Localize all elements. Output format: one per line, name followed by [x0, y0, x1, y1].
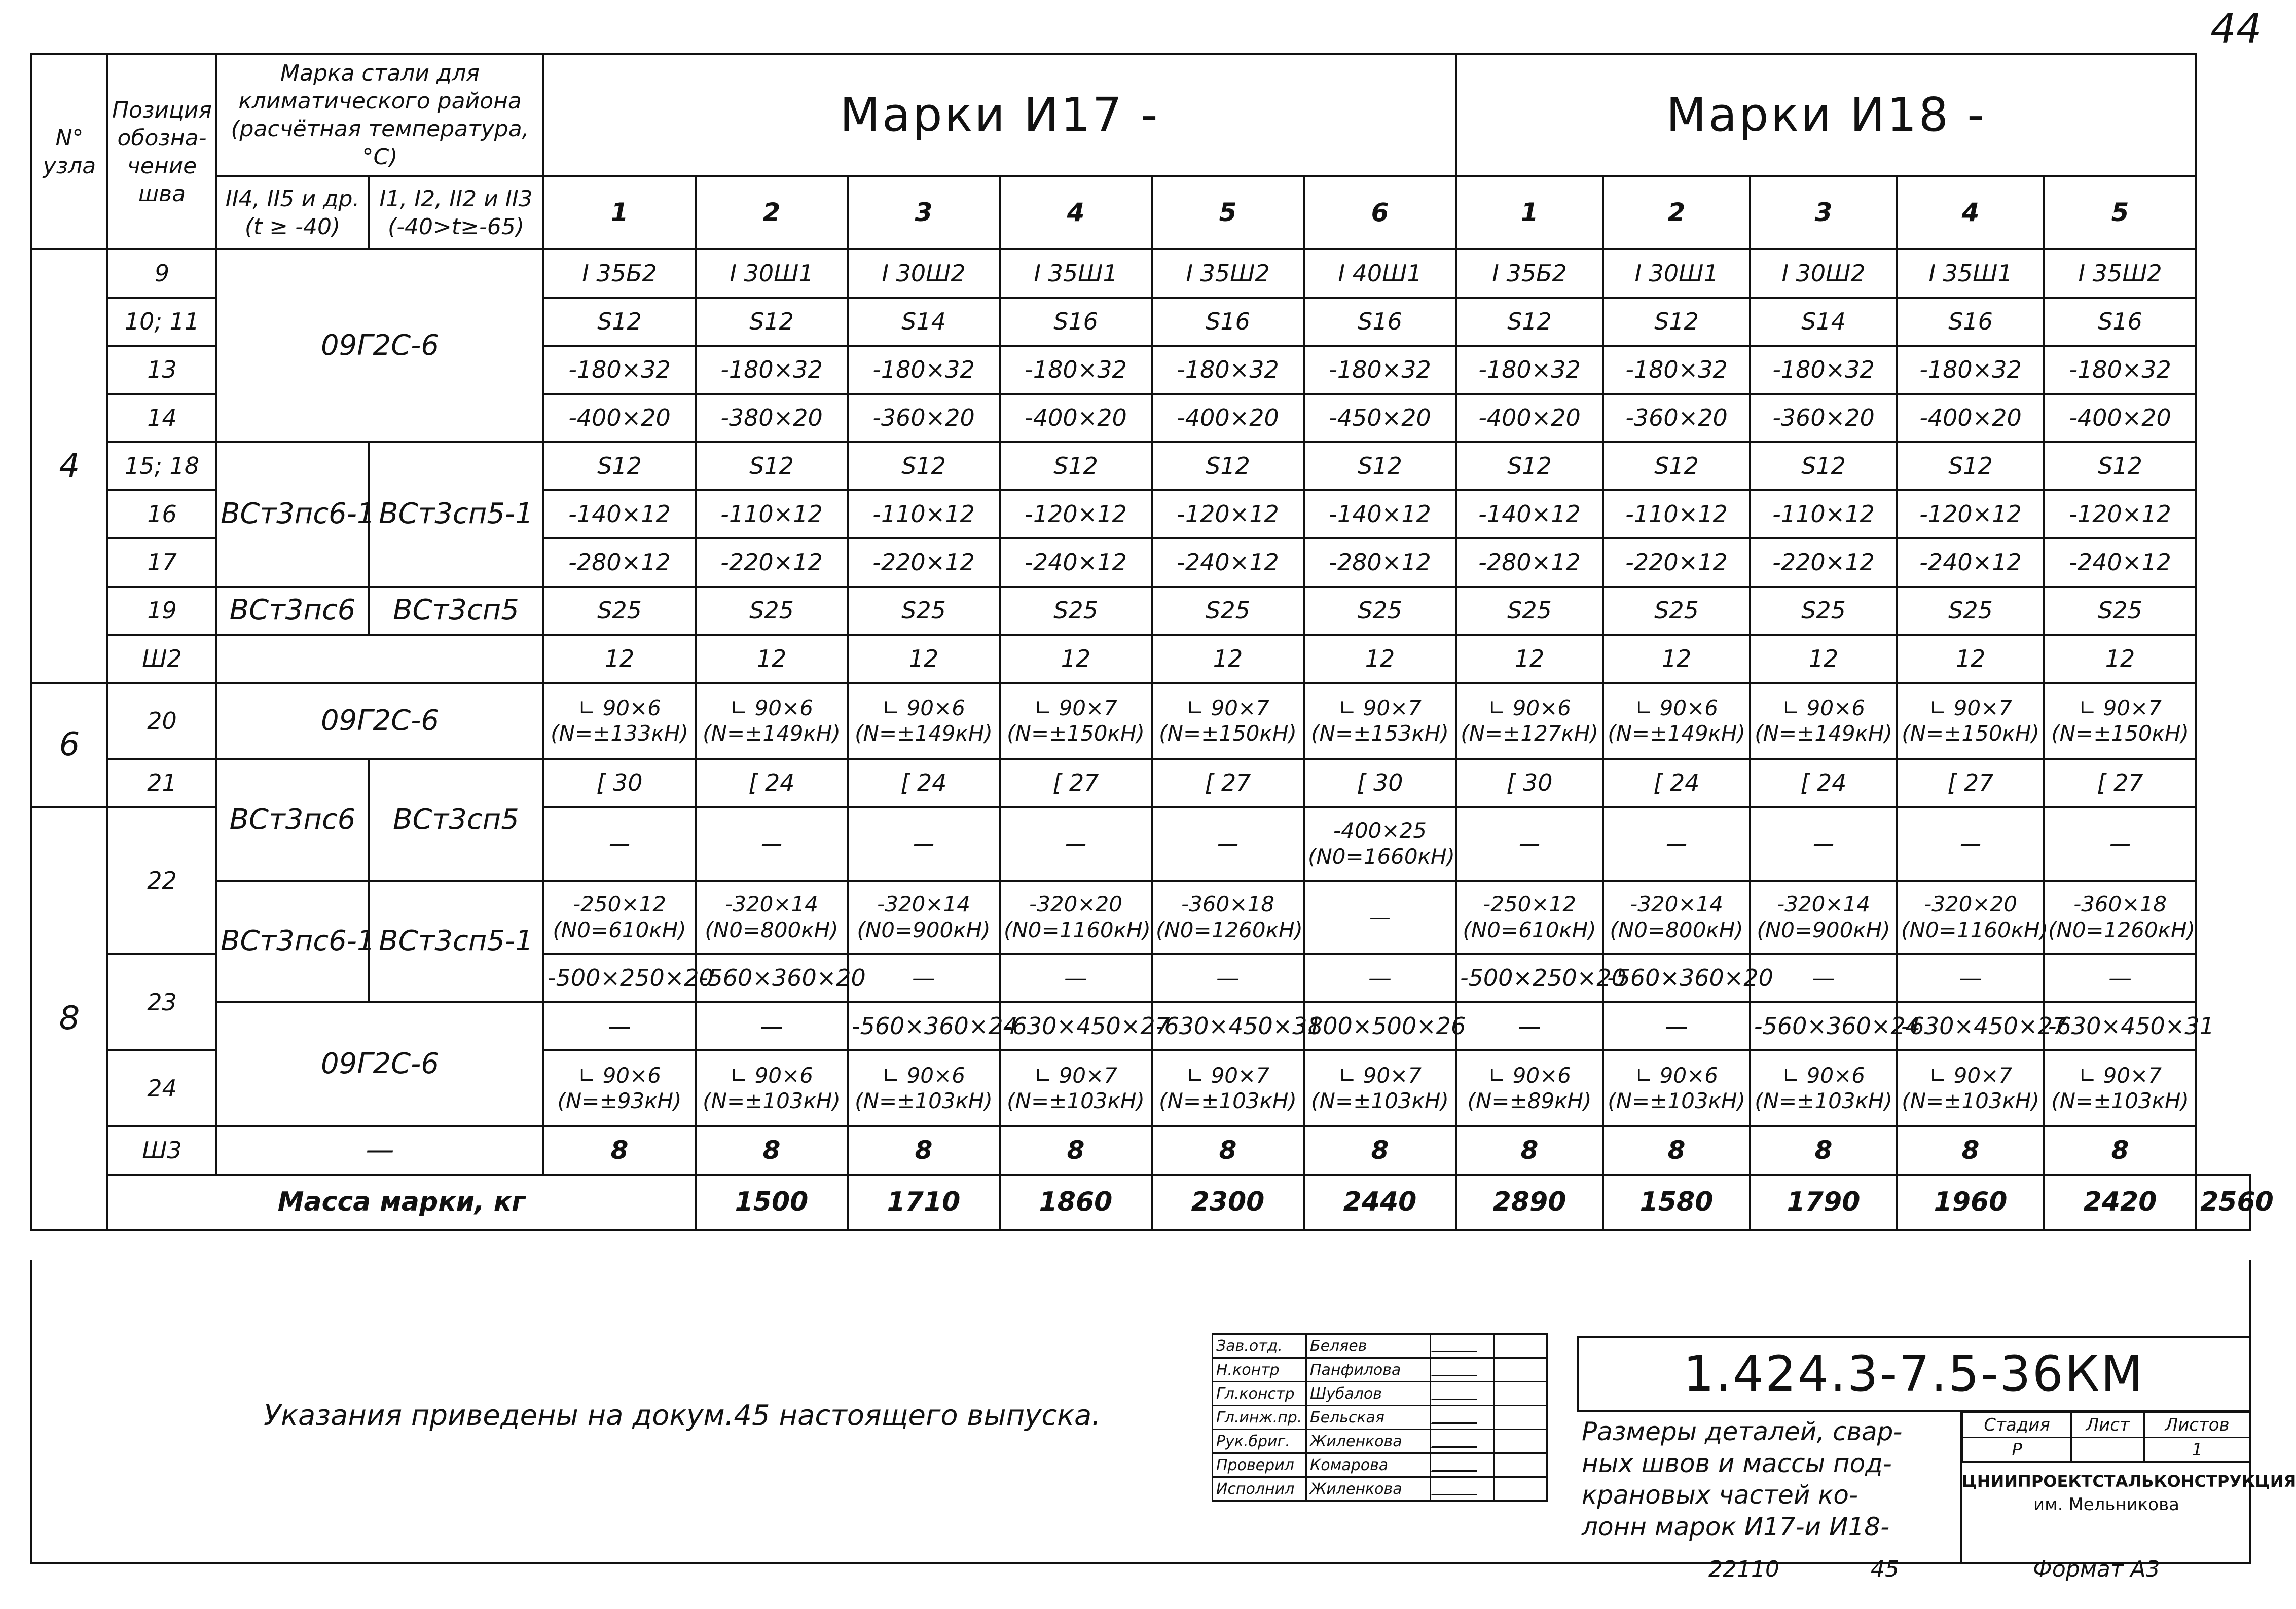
value-cell: -180×32 — [1000, 346, 1152, 394]
value-cell: — — [1000, 954, 1152, 1002]
mass-value: 2890 — [1456, 1175, 1603, 1230]
stamp-name: Панфилова — [1306, 1358, 1431, 1382]
value-cell: 8 — [543, 1126, 696, 1175]
value-cell: ∟ 90×6 (N=±103кН) — [1750, 1050, 1897, 1126]
mass-value: 2420 — [2044, 1175, 2196, 1230]
value-cell: -280×12 — [1304, 538, 1456, 587]
value-cell: S14 — [848, 298, 1000, 346]
value-cell: -560×360×24 — [1750, 1002, 1897, 1050]
value-cell: -320×14 (N0=800кН) — [696, 881, 848, 954]
value-cell: ∟ 90×7 (N=±150кН) — [1000, 683, 1152, 759]
value-cell: [ 27 — [1897, 759, 2044, 807]
table-row — [31, 683, 2250, 759]
value-cell: 12 — [848, 635, 1000, 683]
sheets-header: Листов — [2144, 1413, 2250, 1438]
col-header: 4 — [1000, 176, 1152, 249]
value-cell: [ 24 — [848, 759, 1000, 807]
value-cell: -240×12 — [1897, 538, 2044, 587]
value-cell: -120×12 — [1152, 490, 1304, 538]
mass-value: 2300 — [1152, 1175, 1304, 1230]
stamp-role: Гл.констр — [1213, 1382, 1306, 1406]
value-cell: -630×450×27 — [1000, 1002, 1152, 1050]
position-cell: 17 — [107, 538, 216, 587]
value-cell: I 30Ш1 — [696, 249, 848, 298]
value-cell: 800×500×26 — [1304, 1002, 1456, 1050]
value-cell: — — [1456, 1002, 1603, 1050]
organization-block — [1962, 1460, 2296, 1564]
steel-cell: 09Г2С-6 — [216, 249, 543, 442]
position-cell: 10; 11 — [107, 298, 216, 346]
value-cell: S12 — [1456, 298, 1603, 346]
value-cell: -320×14 (N0=900кН) — [848, 881, 1000, 954]
value-cell: 8 — [1000, 1126, 1152, 1175]
value-cell: — — [543, 807, 696, 881]
signature — [1431, 1406, 1494, 1430]
value-cell: [ 27 — [2044, 759, 2196, 807]
value-cell: ∟ 90×7 (N=±150кН) — [1152, 683, 1304, 759]
value-cell: S12 — [1603, 442, 1750, 490]
value-cell: -120×12 — [2044, 490, 2196, 538]
value-cell: S16 — [1152, 298, 1304, 346]
value-cell: -400×20 — [2044, 394, 2196, 442]
value-cell: -360×18 (N0=1260кН) — [2044, 881, 2196, 954]
value-cell: [ 27 — [1000, 759, 1152, 807]
steel-a-cell: ВСт3пс6 — [216, 759, 369, 881]
value-cell: 8 — [1750, 1126, 1897, 1175]
stamp-role: Зав.отд. — [1213, 1334, 1306, 1358]
value-cell: -560×360×20 — [696, 954, 848, 1002]
col-header: 2 — [1603, 176, 1750, 249]
value-cell: -250×12 (N0=610кН) — [1456, 881, 1603, 954]
value-cell: [ 24 — [1603, 759, 1750, 807]
value-cell: — — [1456, 807, 1603, 881]
node-cell: 8 — [31, 807, 107, 1230]
steel-b-cell: ВСт3сп5 — [369, 587, 543, 635]
stamp-name: Шубалов — [1306, 1382, 1431, 1406]
value-cell: I 30Ш2 — [1750, 249, 1897, 298]
signature — [1431, 1477, 1494, 1501]
value-cell: -180×32 — [543, 346, 696, 394]
value-cell: -400×25 (N0=1660кН) — [1304, 807, 1456, 881]
stage-header: Стадия — [1963, 1413, 2071, 1438]
col-header: 3 — [1750, 176, 1897, 249]
value-cell: — — [1897, 954, 2044, 1002]
table-row — [31, 1002, 2250, 1050]
value-cell: ∟ 90×7 (N=±103кН) — [2044, 1050, 2196, 1126]
organization-name: ЦНИИПРОЕКТСТАЛЬКОНСТРУКЦИЯ — [1962, 1472, 2296, 1491]
value-cell: — — [1603, 807, 1750, 881]
position-cell: Ш3 — [107, 1126, 216, 1175]
value-cell: 8 — [1152, 1126, 1304, 1175]
value-cell: — — [1897, 807, 2044, 881]
steel-cell: 09Г2С-6 — [216, 1002, 543, 1126]
value-cell: -220×12 — [696, 538, 848, 587]
value-cell: 8 — [2044, 1126, 2196, 1175]
value-cell: ∟ 90×6 (N=±103кН) — [696, 1050, 848, 1126]
col-node-header: N° узла — [31, 54, 107, 249]
value-cell: 8 — [848, 1126, 1000, 1175]
value-cell: I 35Б2 — [1456, 249, 1603, 298]
value-cell: -320×14 (N0=900кН) — [1750, 881, 1897, 954]
stamp-name: Беляев — [1306, 1334, 1431, 1358]
table-row — [31, 881, 2250, 954]
value-cell: — — [543, 1002, 696, 1050]
value-cell: [ 27 — [1152, 759, 1304, 807]
value-cell: 8 — [1456, 1126, 1603, 1175]
value-cell: ∟ 90×6 (N=±149кН) — [696, 683, 848, 759]
specification-table — [30, 53, 2274, 1231]
value-cell: S25 — [848, 587, 1000, 635]
position-cell: 13 — [107, 346, 216, 394]
mass-value: 1860 — [1000, 1175, 1152, 1230]
value-cell: ∟ 90×7 (N=±150кН) — [1897, 683, 2044, 759]
signature — [1431, 1430, 1494, 1453]
node-cell: 6 — [31, 683, 107, 807]
value-cell: -120×12 — [1000, 490, 1152, 538]
value-cell: S12 — [2044, 442, 2196, 490]
value-cell: -280×12 — [543, 538, 696, 587]
value-cell: 12 — [1304, 635, 1456, 683]
value-cell: -630×450×27 — [1897, 1002, 2044, 1050]
stamp-role: Проверил — [1213, 1453, 1306, 1477]
value-cell: I 35Ш2 — [1152, 249, 1304, 298]
value-cell: — — [696, 807, 848, 881]
steel-cell: — — [216, 1126, 543, 1175]
table-row — [31, 635, 2250, 683]
value-cell: ∟ 90×7 (N=±103кН) — [1000, 1050, 1152, 1126]
value-cell: — — [1000, 807, 1152, 881]
value-cell: -360×20 — [848, 394, 1000, 442]
value-cell: 12 — [1897, 635, 2044, 683]
stamp-name: Бельская — [1306, 1406, 1431, 1430]
value-cell: — — [2044, 954, 2196, 1002]
value-cell: S25 — [1456, 587, 1603, 635]
group-i18-header: Марки И18 - — [1456, 54, 2196, 176]
value-cell: -110×12 — [848, 490, 1000, 538]
value-cell: -180×32 — [1897, 346, 2044, 394]
steel-a-cell: ВСт3пс6 — [216, 587, 369, 635]
table-row — [31, 442, 2250, 490]
value-cell: S12 — [543, 442, 696, 490]
value-cell: ∟ 90×6 (N=±133кН) — [543, 683, 696, 759]
value-cell: S12 — [1897, 442, 2044, 490]
value-cell: -400×20 — [1456, 394, 1603, 442]
value-cell: S25 — [1152, 587, 1304, 635]
steel-a-cell: ВСт3пс6-1 — [216, 442, 369, 587]
steel-a-cell: ВСт3пс6-1 — [216, 881, 369, 1002]
value-cell: I 30Ш1 — [1603, 249, 1750, 298]
steel-b-cell: ВСт3сп5 — [369, 759, 543, 881]
table-row — [31, 587, 2250, 635]
stamp-role: Н.контр — [1213, 1358, 1306, 1382]
value-cell: S12 — [1750, 442, 1897, 490]
value-cell: S25 — [2044, 587, 2196, 635]
value-cell: I 30Ш2 — [848, 249, 1000, 298]
value-cell: S12 — [696, 442, 848, 490]
col-header: 2 — [696, 176, 848, 249]
value-cell: ∟ 90×6 (N=±103кН) — [848, 1050, 1000, 1126]
value-cell: S12 — [696, 298, 848, 346]
organization-subtitle: им. Мельникова — [2033, 1494, 2179, 1515]
value-cell: 12 — [1456, 635, 1603, 683]
value-cell: -450×20 — [1304, 394, 1456, 442]
value-cell: 12 — [543, 635, 696, 683]
footer-number: 22110 — [1708, 1556, 1779, 1582]
col-header: 1 — [543, 176, 696, 249]
steel-b-header: I1, I2, II2 и II3 (-40>t≥-65) — [369, 176, 543, 249]
value-cell: -400×20 — [1897, 394, 2044, 442]
value-cell: ∟ 90×7 (N=±103кН) — [1304, 1050, 1456, 1126]
value-cell: — — [1304, 881, 1456, 954]
value-cell: — — [848, 954, 1000, 1002]
value-cell: -240×12 — [1000, 538, 1152, 587]
position-cell: 15; 18 — [107, 442, 216, 490]
signature — [1431, 1382, 1494, 1406]
position-cell: 24 — [107, 1050, 216, 1126]
stamp-role: Рук.бриг. — [1213, 1430, 1306, 1453]
value-cell: 8 — [1603, 1126, 1750, 1175]
mass-value: 1580 — [1603, 1175, 1750, 1230]
value-cell: -500×250×20 — [1456, 954, 1603, 1002]
value-cell: S16 — [2044, 298, 2196, 346]
value-cell: -360×18 (N0=1260кН) — [1152, 881, 1304, 954]
value-cell: S16 — [1000, 298, 1152, 346]
value-cell: -280×12 — [1456, 538, 1603, 587]
value-cell: ∟ 90×7 (N=±153кН) — [1304, 683, 1456, 759]
value-cell: -360×20 — [1603, 394, 1750, 442]
value-cell: -140×12 — [543, 490, 696, 538]
value-cell: ∟ 90×6 (N=±149кН) — [1750, 683, 1897, 759]
mass-value: 1500 — [696, 1175, 848, 1230]
value-cell: ∟ 90×6 (N=±103кН) — [1603, 1050, 1750, 1126]
value-cell: S14 — [1750, 298, 1897, 346]
value-cell: -220×12 — [848, 538, 1000, 587]
value-cell: — — [1152, 954, 1304, 1002]
signature — [1431, 1453, 1494, 1477]
value-cell: -180×32 — [1152, 346, 1304, 394]
table-row — [31, 1126, 2250, 1175]
col-header: 5 — [2044, 176, 2196, 249]
value-cell: S12 — [1152, 442, 1304, 490]
value-cell: -400×20 — [1152, 394, 1304, 442]
value-cell: 8 — [696, 1126, 848, 1175]
value-cell: -140×12 — [1304, 490, 1456, 538]
table-row — [31, 759, 2250, 807]
value-cell: -220×12 — [1750, 538, 1897, 587]
stamp-role: Исполнил — [1213, 1477, 1306, 1501]
value-cell: 12 — [1152, 635, 1304, 683]
value-cell: 12 — [1603, 635, 1750, 683]
col-header: 6 — [1304, 176, 1456, 249]
mass-row — [31, 1175, 2250, 1230]
value-cell: 8 — [1897, 1126, 2044, 1175]
value-cell: I 40Ш1 — [1304, 249, 1456, 298]
sheets-value: 1 — [2144, 1438, 2250, 1462]
approval-stamp — [1212, 1333, 1548, 1502]
value-cell: -180×32 — [1304, 346, 1456, 394]
col-position-header: Позиция обозна-чение шва — [107, 54, 216, 249]
col-header: 4 — [1897, 176, 2044, 249]
value-cell: -320×20 (N0=1160кН) — [1000, 881, 1152, 954]
value-cell: S16 — [1897, 298, 2044, 346]
value-cell: -360×20 — [1750, 394, 1897, 442]
value-cell: 12 — [1750, 635, 1897, 683]
value-cell: — — [696, 1002, 848, 1050]
value-cell: -240×12 — [1152, 538, 1304, 587]
position-cell: 9 — [107, 249, 216, 298]
stamp-name: Жиленкова — [1306, 1430, 1431, 1453]
steel-cell: 09Г2С-6 — [216, 683, 543, 759]
value-cell: [ 30 — [1456, 759, 1603, 807]
value-cell: -110×12 — [1603, 490, 1750, 538]
value-cell: -180×32 — [1750, 346, 1897, 394]
value-cell: -180×32 — [696, 346, 848, 394]
value-cell: S12 — [848, 442, 1000, 490]
value-cell: 12 — [696, 635, 848, 683]
value-cell: S25 — [1897, 587, 2044, 635]
value-cell: I 35Ш1 — [1000, 249, 1152, 298]
value-cell: S12 — [1456, 442, 1603, 490]
value-cell: -240×12 — [2044, 538, 2196, 587]
position-cell: 19 — [107, 587, 216, 635]
value-cell: -320×20 (N0=1160кН) — [1897, 881, 2044, 954]
value-cell: -560×360×20 — [1603, 954, 1750, 1002]
stage-value: Р — [1963, 1438, 2071, 1462]
sheet-header: Лист — [2071, 1413, 2144, 1438]
value-cell: S16 — [1304, 298, 1456, 346]
value-cell: S12 — [1304, 442, 1456, 490]
position-cell: 23 — [107, 954, 216, 1050]
steel-a-header: II4, II5 и др. (t ≥ -40) — [216, 176, 369, 249]
mass-value: 1960 — [1897, 1175, 2044, 1230]
document-title: Размеры деталей, свар- ных швов и массы под- крановых частей ко- лонн марок И17-и И18- — [1577, 1412, 1962, 1564]
mass-value: 1710 — [848, 1175, 1000, 1230]
value-cell: -220×12 — [1603, 538, 1750, 587]
position-cell: 21 — [107, 759, 216, 807]
value-cell: -180×32 — [1603, 346, 1750, 394]
paper-format: Формат А3 — [2033, 1556, 2160, 1582]
value-cell: ∟ 90×7 (N=±103кН) — [1897, 1050, 2044, 1126]
reference-note: Указания приведены на докум.45 настоящего выпуска. — [264, 1399, 1101, 1432]
value-cell: -400×20 — [543, 394, 696, 442]
table-row — [31, 249, 2250, 298]
position-cell: 16 — [107, 490, 216, 538]
value-cell: — — [2044, 807, 2196, 881]
value-cell: S12 — [1603, 298, 1750, 346]
value-cell: 12 — [2044, 635, 2196, 683]
value-cell: — — [1603, 1002, 1750, 1050]
value-cell: -630×450×31 — [2044, 1002, 2196, 1050]
value-cell: ∟ 90×6 (N=±149кН) — [848, 683, 1000, 759]
value-cell: I 35Ш2 — [2044, 249, 2196, 298]
col-header: 5 — [1152, 176, 1304, 249]
stamp-name: Жиленкова — [1306, 1477, 1431, 1501]
col-steel-header: Марка стали для климатического района (расчётная температура,°С) — [216, 54, 543, 176]
value-cell: -250×12 (N0=610кН) — [543, 881, 696, 954]
position-cell: Ш2 — [107, 635, 216, 683]
value-cell: ∟ 90×6 (N=±93кН) — [543, 1050, 696, 1126]
mass-value: 2560 — [2196, 1175, 2250, 1230]
value-cell: S12 — [543, 298, 696, 346]
value-cell: S25 — [543, 587, 696, 635]
value-cell: 8 — [1304, 1126, 1456, 1175]
value-cell: [ 24 — [696, 759, 848, 807]
value-cell: 12 — [1000, 635, 1152, 683]
value-cell: -120×12 — [1897, 490, 2044, 538]
steel-cell-empty — [216, 635, 543, 683]
value-cell: ∟ 90×6 (N=±149кН) — [1603, 683, 1750, 759]
value-cell: [ 24 — [1750, 759, 1897, 807]
value-cell: I 35Б2 — [543, 249, 696, 298]
value-cell: ∟ 90×7 (N=±150кН) — [2044, 683, 2196, 759]
value-cell: -110×12 — [696, 490, 848, 538]
sheet-value — [2071, 1438, 2144, 1462]
footer-doc-number: 45 — [1871, 1556, 1899, 1582]
page-number: 44 — [2210, 5, 2262, 52]
signature — [1431, 1334, 1494, 1358]
node-cell: 4 — [31, 249, 107, 683]
value-cell: [ 30 — [543, 759, 696, 807]
value-cell: -380×20 — [696, 394, 848, 442]
stamp-name: Комарова — [1306, 1453, 1431, 1477]
value-cell: -180×32 — [848, 346, 1000, 394]
value-cell: -180×32 — [1456, 346, 1603, 394]
value-cell: — — [1152, 807, 1304, 881]
value-cell: -320×14 (N0=800кН) — [1603, 881, 1750, 954]
position-cell: 20 — [107, 683, 216, 759]
mass-value: 1790 — [1750, 1175, 1897, 1230]
col-header: 3 — [848, 176, 1000, 249]
value-cell: — — [1304, 954, 1456, 1002]
value-cell: S12 — [1000, 442, 1152, 490]
value-cell: ∟ 90×7 (N=±103кН) — [1152, 1050, 1304, 1126]
value-cell: -110×12 — [1750, 490, 1897, 538]
value-cell: I 35Ш1 — [1897, 249, 2044, 298]
stage-table — [1962, 1412, 2251, 1463]
value-cell: -400×20 — [1000, 394, 1152, 442]
stamp-role: Гл.инж.пр. — [1213, 1406, 1306, 1430]
value-cell: S25 — [1304, 587, 1456, 635]
value-cell: [ 30 — [1304, 759, 1456, 807]
value-cell: S25 — [1603, 587, 1750, 635]
steel-b-cell: ВСт3сп5-1 — [369, 442, 543, 587]
mass-value: 2440 — [1304, 1175, 1456, 1230]
value-cell: -140×12 — [1456, 490, 1603, 538]
value-cell: -560×360×24 — [848, 1002, 1000, 1050]
value-cell: S25 — [1750, 587, 1897, 635]
position-cell: 14 — [107, 394, 216, 442]
steel-b-cell: ВСт3сп5-1 — [369, 881, 543, 1002]
value-cell: ∟ 90×6 (N=±89кН) — [1456, 1050, 1603, 1126]
value-cell: — — [848, 807, 1000, 881]
value-cell: -630×450×31 — [1152, 1002, 1304, 1050]
mass-label: Масса марки, кг — [107, 1175, 696, 1230]
col-header: 1 — [1456, 176, 1603, 249]
value-cell: ∟ 90×6 (N=±127кН) — [1456, 683, 1603, 759]
value-cell: S25 — [696, 587, 848, 635]
value-cell: -500×250×20 — [543, 954, 696, 1002]
position-cell: 22 — [107, 807, 216, 954]
value-cell: — — [1750, 807, 1897, 881]
document-code: 1.424.3-7.5-36КМ — [1577, 1336, 2251, 1412]
value-cell: — — [1750, 954, 1897, 1002]
value-cell: -180×32 — [2044, 346, 2196, 394]
signature — [1431, 1358, 1494, 1382]
group-i17-header: Марки И17 - — [543, 54, 1456, 176]
value-cell: S25 — [1000, 587, 1152, 635]
